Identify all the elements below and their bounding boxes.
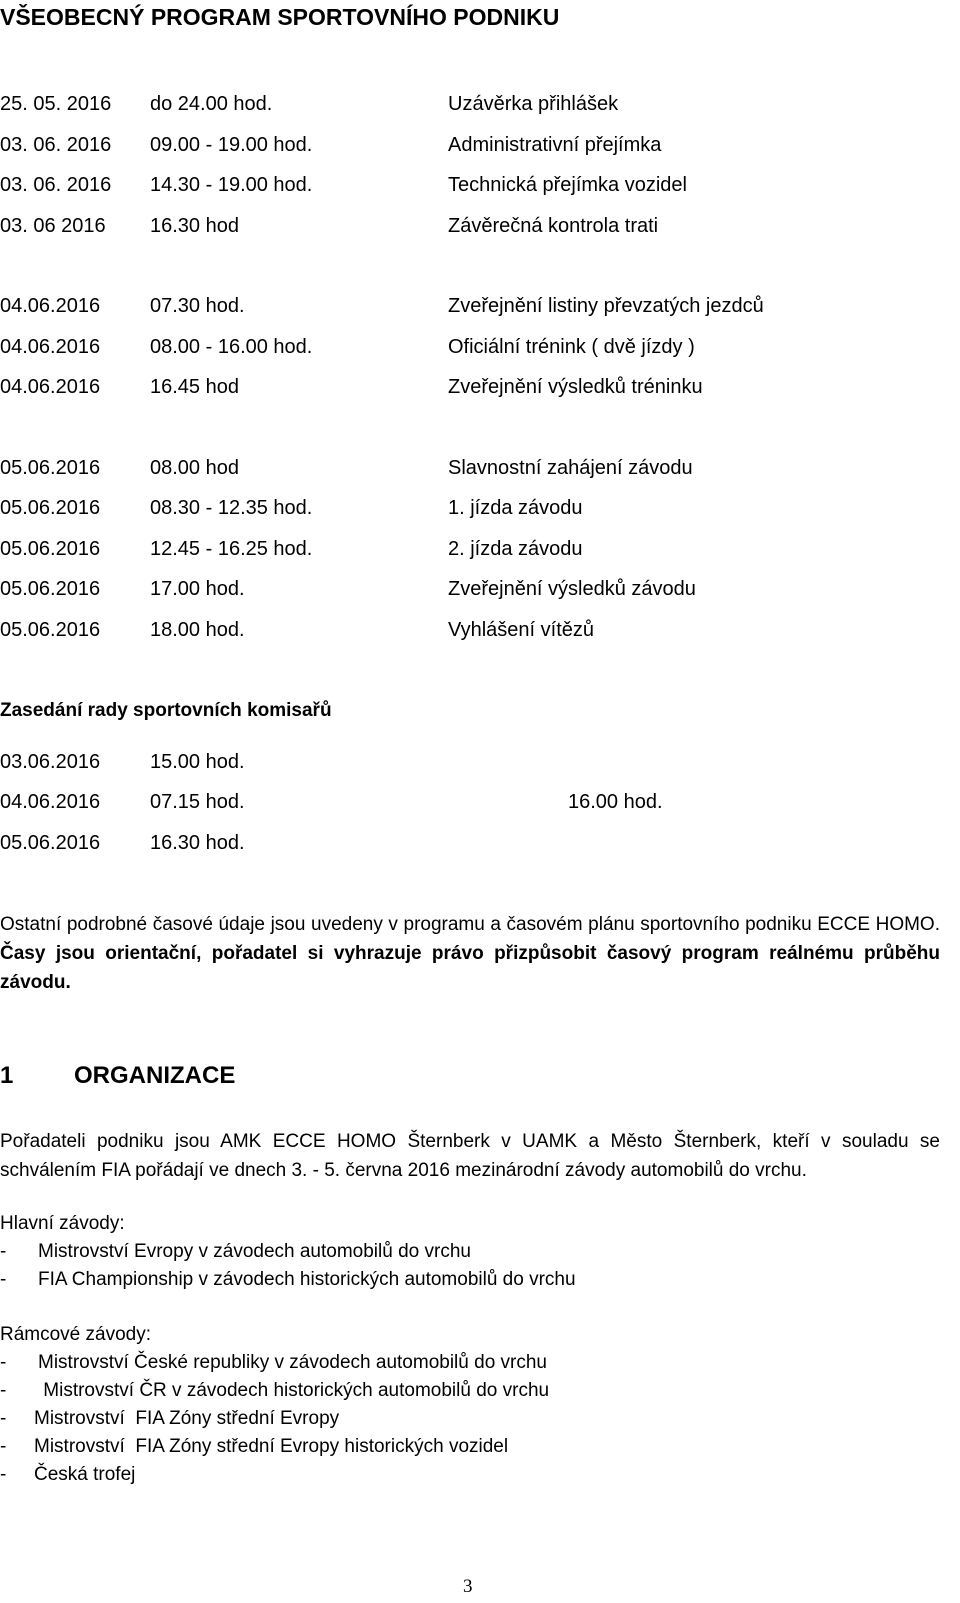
schedule-event: Vyhlášení vítězů xyxy=(448,619,595,641)
list-item-text: Mistrovství Evropy v závodech automobilů do vrchu xyxy=(38,1241,471,1262)
commissioners-date: 04.06.2016 xyxy=(0,791,101,813)
schedule-event: 2. jízda závodu xyxy=(448,538,583,560)
commissioners-time: 16.30 hod. xyxy=(150,832,245,854)
schedule-date: 03. 06 2016 xyxy=(0,215,106,237)
schedule-time: 18.00 hod. xyxy=(150,619,245,641)
commissioners-time: 07.15 hod. xyxy=(150,791,245,813)
commissioners-date: 05.06.2016 xyxy=(0,832,101,854)
list-dash: - xyxy=(0,1352,7,1373)
timing-note-text: Ostatní podrobné časové údaje jsou uvedeny v programu a časovém plánu sportovního podniku ECCE HOMO. xyxy=(0,914,940,935)
schedule-time: 12.45 - 16.25 hod. xyxy=(150,538,313,560)
schedule-date: 25. 05. 2016 xyxy=(0,93,112,115)
section-number: 1 xyxy=(0,1062,14,1089)
list-dash: - xyxy=(0,1269,7,1290)
schedule-date: 04.06.2016 xyxy=(0,336,101,358)
schedule-event: Administrativní přejímka xyxy=(448,134,662,156)
list-item-text: Mistrovství České republiky v závodech automobilů do vrchu xyxy=(38,1352,548,1373)
timing-note xyxy=(0,910,940,997)
schedule-date: 05.06.2016 xyxy=(0,578,101,600)
list-item xyxy=(0,1436,900,1464)
schedule-event: Slavnostní zahájení závodu xyxy=(448,457,693,479)
schedule-event: Oficiální trénink ( dvě jízdy ) xyxy=(448,336,695,358)
commissioners-time: 15.00 hod. xyxy=(150,751,245,773)
list-item-text: Mistrovství FIA Zóny střední Evropy historických vozidel xyxy=(34,1436,509,1457)
schedule-date: 05.06.2016 xyxy=(0,619,101,641)
list-item-text: Mistrovství FIA Zóny střední Evropy xyxy=(34,1408,340,1429)
list-dash: - xyxy=(0,1436,7,1457)
schedule-event: Uzávěrka přihlášek xyxy=(448,93,619,115)
list-item xyxy=(0,1380,900,1408)
schedule-time: 14.30 - 19.00 hod. xyxy=(150,174,313,196)
list-dash: - xyxy=(0,1464,7,1485)
list-item-text: Mistrovství ČR v závodech historických automobilů do vrchu xyxy=(38,1380,550,1401)
organizer-paragraph: Pořadateli podniku jsou AMK ECCE HOMO Šternberk v UAMK a Město Šternberk, kteří v souladu se schválením FIA pořádají ve dnech 3. - 5. června 2016 mezinárodní závody automobilů do vrchu. xyxy=(0,1131,940,1181)
page-number: 3 xyxy=(463,1576,473,1597)
list-item xyxy=(0,1408,900,1436)
schedule-date: 05.06.2016 xyxy=(0,538,101,560)
schedule-date: 05.06.2016 xyxy=(0,457,101,479)
schedule-date: 03. 06. 2016 xyxy=(0,134,112,156)
schedule-time: do 24.00 hod. xyxy=(150,93,273,115)
schedule-event: Technická přejímka vozidel xyxy=(448,174,687,196)
schedule-event: Zveřejnění listiny převzatých jezdců xyxy=(448,295,764,317)
schedule-event: Zveřejnění výsledků závodu xyxy=(448,578,696,600)
schedule-time: 08.00 hod xyxy=(150,457,239,479)
schedule-time: 08.00 - 16.00 hod. xyxy=(150,336,313,358)
schedule-event: Závěrečná kontrola trati xyxy=(448,215,659,237)
list-item-text: FIA Championship v závodech historických automobilů do vrchu xyxy=(38,1269,576,1290)
frame-races-heading: Rámcové závody: xyxy=(0,1324,152,1345)
list-dash: - xyxy=(0,1241,7,1262)
commissioners-heading: Zasedání rady sportovních komisařů xyxy=(0,700,332,721)
schedule-time: 09.00 - 19.00 hod. xyxy=(150,134,313,156)
schedule-time: 16.30 hod xyxy=(150,215,239,237)
schedule-event: 1. jízda závodu xyxy=(448,497,583,519)
timing-note-bold: Časy jsou orientační, pořadatel si vyhrazuje právo přizpůsobit časový program reálnému průběhu závodu. xyxy=(0,943,940,993)
schedule-time: 17.00 hod. xyxy=(150,578,245,600)
list-item xyxy=(0,1269,900,1297)
schedule-date: 04.06.2016 xyxy=(0,376,101,398)
commissioners-time-second: 16.00 hod. xyxy=(568,791,663,813)
schedule-time: 08.30 - 12.35 hod. xyxy=(150,497,313,519)
section-heading xyxy=(0,1062,235,1090)
schedule-date: 04.06.2016 xyxy=(0,295,101,317)
schedule-time: 16.45 hod xyxy=(150,376,239,398)
list-dash: - xyxy=(0,1408,7,1429)
schedule-time: 07.30 hod. xyxy=(150,295,245,317)
list-item xyxy=(0,1241,900,1269)
list-item xyxy=(0,1352,900,1380)
schedule-date: 05.06.2016 xyxy=(0,497,101,519)
list-item-text: Česká trofej xyxy=(34,1464,136,1485)
schedule-event: Zveřejnění výsledků tréninku xyxy=(448,376,703,398)
list-dash: - xyxy=(0,1380,7,1401)
list-item xyxy=(0,1464,900,1492)
section-title: ORGANIZACE xyxy=(74,1062,236,1089)
commissioners-date: 03.06.2016 xyxy=(0,751,101,773)
page-title: VŠEOBECNÝ PROGRAM SPORTOVNÍHO PODNIKU xyxy=(0,4,560,30)
schedule-date: 03. 06. 2016 xyxy=(0,174,112,196)
main-races-heading: Hlavní závody: xyxy=(0,1213,125,1234)
